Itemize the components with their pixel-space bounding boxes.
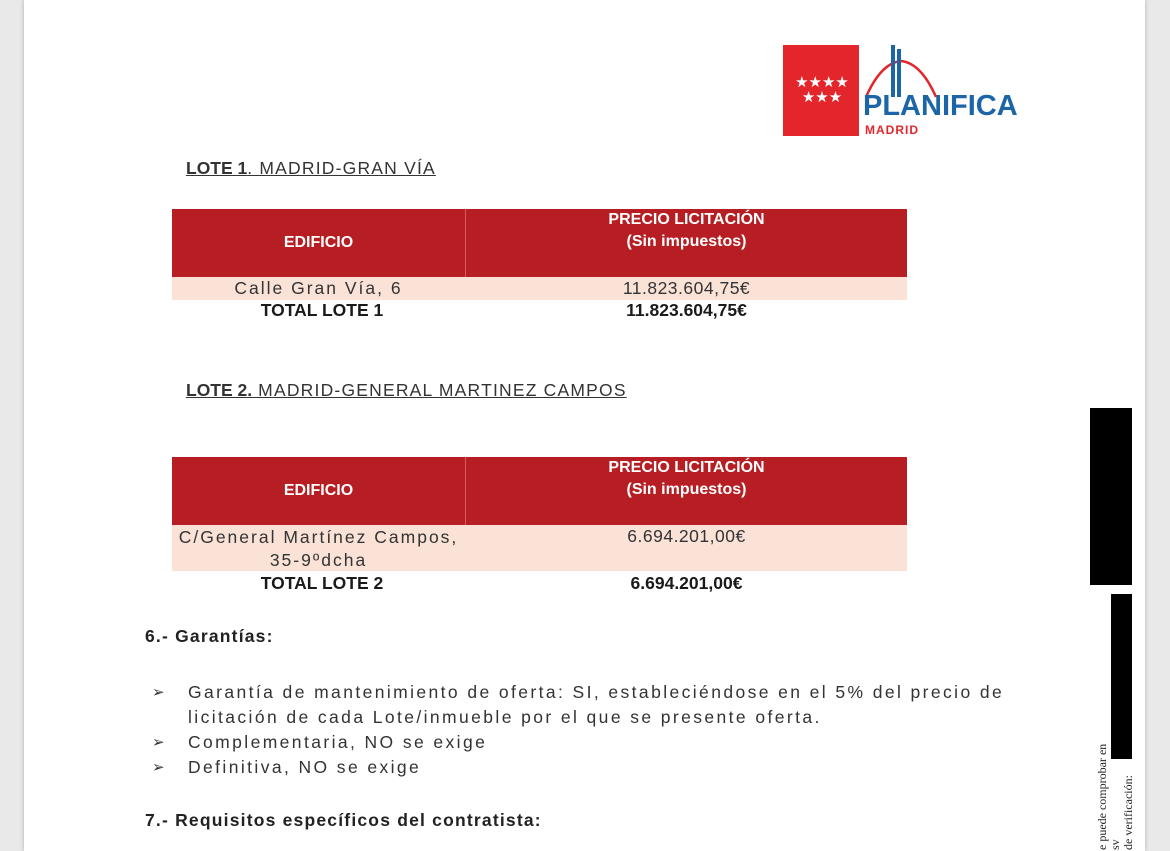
side-verification-text: de verificación: <box>1121 775 1135 850</box>
flag-stars: ★★★★ ★★★ <box>795 74 849 106</box>
lote1-total-price: 11.823.604,75€ <box>626 300 747 320</box>
list-item <box>152 680 1052 730</box>
arrow-bullet-icon: ➢ <box>152 684 165 701</box>
logo-sub: MADRID <box>865 123 919 137</box>
side-verification-text: sv <box>1108 839 1122 850</box>
logo-brand: PLANIFICA <box>863 90 1018 122</box>
lote2-total-label: TOTAL LOTE 2 <box>260 573 384 593</box>
lote2-building <box>172 526 465 572</box>
lote1-table <box>172 209 907 324</box>
lote2-col-precio-l1: PRECIO LICITACIÓN <box>608 459 765 476</box>
arrow-bullet-icon: ➢ <box>152 734 165 751</box>
side-verification-text: e puede comprobar en <box>1095 743 1109 850</box>
list-item <box>152 755 1052 780</box>
bullet-text: Definitiva, NO se exige <box>188 757 422 777</box>
lote2-name: MADRID-GENERAL MARTINEZ CAMPOS <box>252 380 627 400</box>
lote2-heading <box>186 380 627 401</box>
lote1-price: 11.823.604,75€ <box>622 278 751 298</box>
lote2-table-header <box>172 457 907 525</box>
lote2-total-row <box>172 573 907 597</box>
lote2-col-edificio: EDIFICIO <box>172 457 466 525</box>
lote1-table-header <box>172 209 907 277</box>
lote2-col-precio <box>466 457 907 525</box>
list-item <box>152 730 1052 755</box>
lote1-label: LOTE 1 <box>186 158 248 178</box>
section6-title: 6.- Garantías: <box>145 626 274 646</box>
bullet-text: Garantía de mantenimiento de oferta: SI, estableciéndose en el 5% del precio de licitación de cada Lote/inmueble por el que se presente oferta. <box>188 682 1005 727</box>
lote1-col-edificio: EDIFICIO <box>172 209 466 277</box>
section7-title: 7.- Requisitos específicos del contratista: <box>145 810 542 830</box>
lote2-table <box>172 457 907 597</box>
lote2-col-precio-l2: (Sin impuestos) <box>626 481 747 498</box>
lote2-building-l1: C/General Martínez Campos, <box>178 527 459 547</box>
redaction-block <box>1111 594 1132 759</box>
lote2-label: LOTE 2. <box>186 380 253 400</box>
lote1-heading <box>186 158 436 179</box>
lote1-col-precio-l1: PRECIO LICITACIÓN <box>608 211 765 228</box>
lote2-building-l2: 35-9ºdcha <box>269 550 368 570</box>
table-row <box>172 525 907 571</box>
lote1-building: Calle Gran Vía, 6 <box>234 278 403 298</box>
table-row <box>172 277 907 300</box>
lote1-name: . MADRID-GRAN VÍA <box>247 158 436 178</box>
bullet-text: Complementaria, NO se exige <box>188 732 488 752</box>
redaction-block <box>1090 408 1132 585</box>
planifica-madrid-logo <box>783 45 1033 140</box>
garantias-list <box>152 680 1052 780</box>
lote1-col-precio-l2: (Sin impuestos) <box>626 233 747 250</box>
lote2-total-price: 6.694.201,00€ <box>630 573 743 593</box>
lote1-col-precio <box>466 209 907 277</box>
lote1-total-label: TOTAL LOTE 1 <box>260 300 384 320</box>
madrid-flag-icon <box>783 45 859 136</box>
lote1-total-row <box>172 300 907 324</box>
arrow-bullet-icon: ➢ <box>152 759 165 776</box>
lote2-price: 6.694.201,00€ <box>627 526 746 546</box>
